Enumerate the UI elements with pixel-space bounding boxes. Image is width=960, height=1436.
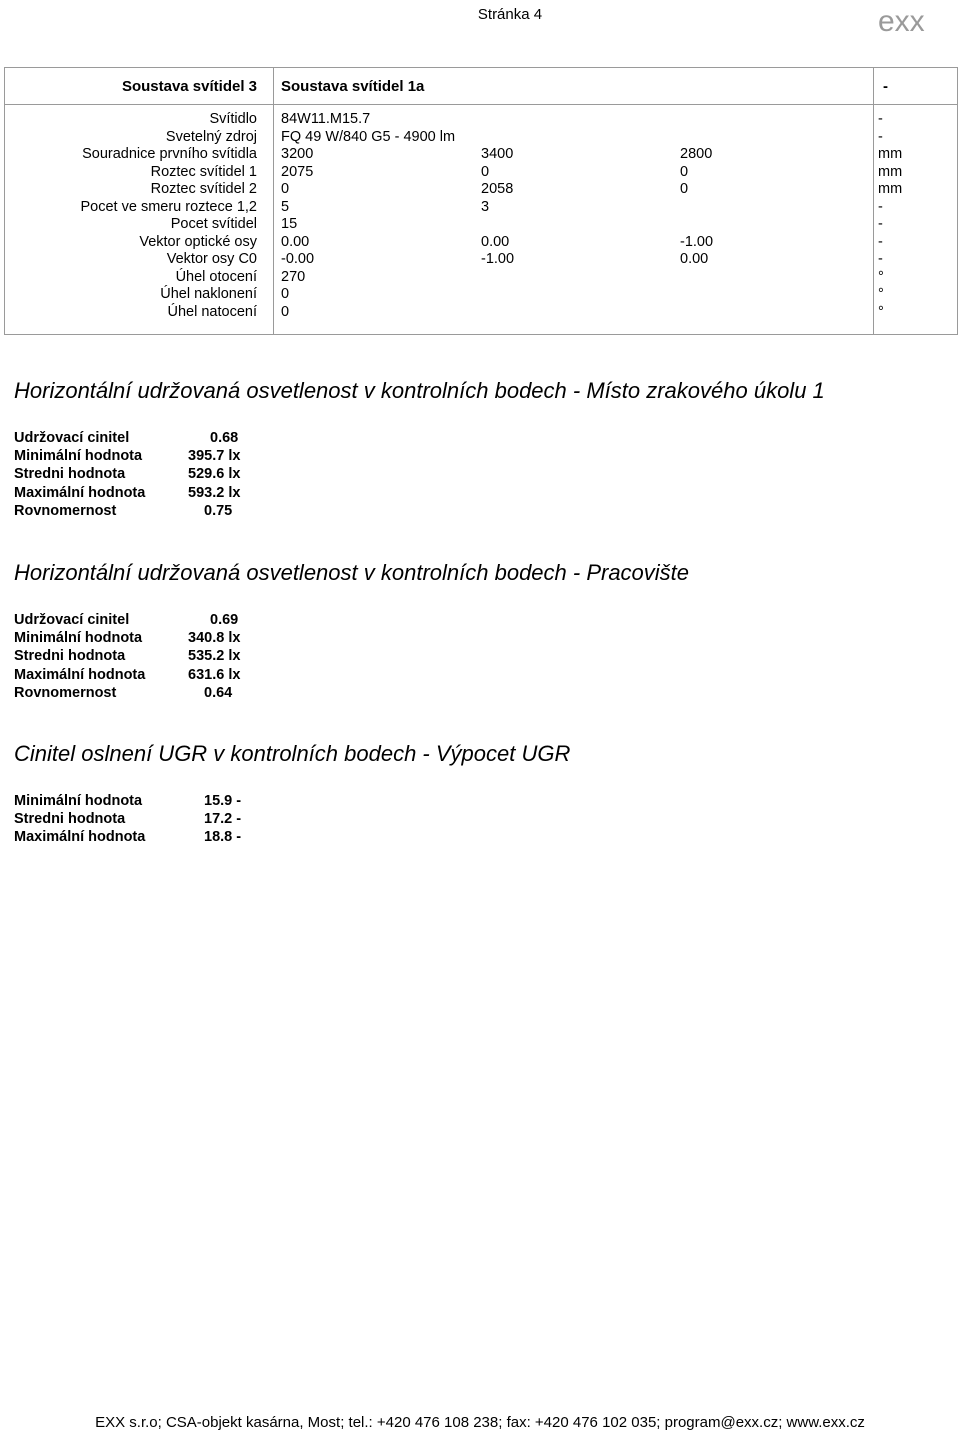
logo-text: exx xyxy=(878,5,925,38)
section-title: Horizontální udržovaná osvetlenost v kontrolních bodech - Místo zrakového úkolu 1 xyxy=(14,378,825,403)
unit: - xyxy=(878,198,883,215)
value-1: 2075 xyxy=(281,163,314,180)
value-1: -0.00 xyxy=(281,251,315,267)
luminaire-system-name: Soustava svítidel 1a xyxy=(281,78,425,95)
stat-value: 17.2 - xyxy=(204,811,242,828)
section-title: Horizontální udržovaná osvetlenost v kontrolních bodech - Pracovište xyxy=(14,560,690,585)
stat-label: Minimální hodnota xyxy=(14,448,143,465)
result-section xyxy=(14,560,690,701)
value-1: 3200 xyxy=(281,146,314,162)
stat-label: Stredni hodnota xyxy=(14,648,126,665)
value-2: 3 xyxy=(481,198,490,215)
stat-value: 18.8 - xyxy=(204,829,242,846)
result-section xyxy=(14,741,571,846)
value-1: 84W11.M15.7 xyxy=(281,111,371,127)
parameter-label: Vektor osy C0 xyxy=(166,251,257,267)
luminaire-row xyxy=(5,251,957,269)
value-3: 2800 xyxy=(680,146,713,162)
stat-row xyxy=(14,502,233,519)
luminaire-row xyxy=(5,199,957,217)
unit: mm xyxy=(878,181,903,197)
value-3: 0 xyxy=(680,181,689,197)
stat-label: Stredni hodnota xyxy=(14,466,126,483)
luminaire-row xyxy=(5,286,957,304)
value-1: 15 xyxy=(281,216,298,232)
stat-value: 631.6 lx xyxy=(188,666,241,683)
luminaire-row xyxy=(5,129,957,147)
footer-contact: EXX s.r.o; CSA-objekt kasárna, Most; tel.: +420 476 108 238; fax: +420 476 102 035; program@exx.cz; www.exx.cz xyxy=(95,1414,865,1431)
luminaire-row xyxy=(5,181,957,199)
stat-value: 529.6 lx xyxy=(188,466,241,483)
stat-label: Maximální hodnota xyxy=(14,829,146,846)
unit: ° xyxy=(878,286,884,302)
stat-value: 395.7 lx xyxy=(188,448,241,465)
value-3: -1.00 xyxy=(680,233,714,250)
parameter-label: Vektor optické osy xyxy=(139,233,257,250)
value-1: 270 xyxy=(281,268,306,285)
stat-value: 593.2 lx xyxy=(188,484,241,501)
section-title: Cinitel oslnení UGR v kontrolních bodech - Výpocet UGR xyxy=(14,741,571,766)
stat-label: Udržovací cinitel xyxy=(14,430,130,446)
stat-value: 0.68 xyxy=(210,430,239,446)
unit: ° xyxy=(878,303,884,320)
stat-value: 340.8 lx xyxy=(188,630,241,647)
stat-row xyxy=(14,484,241,501)
parameter-label: Pocet svítidel xyxy=(170,216,257,232)
stat-row xyxy=(14,811,242,828)
luminaire-row xyxy=(5,164,957,182)
stat-label: Maximální hodnota xyxy=(14,484,146,501)
unit: - xyxy=(878,216,883,232)
luminaire-row xyxy=(5,146,957,164)
luminaire-row xyxy=(5,304,957,322)
stat-value: 0.69 xyxy=(210,612,239,628)
stat-row xyxy=(14,829,242,846)
stat-row xyxy=(14,612,239,628)
parameter-label: Souradnice prvního svítidla xyxy=(82,146,257,162)
value-2: -1.00 xyxy=(481,251,515,267)
value-2: 0 xyxy=(481,163,490,180)
stat-row xyxy=(14,666,241,683)
value-1: 5 xyxy=(281,198,290,215)
unit: - xyxy=(878,251,883,267)
stat-label: Rovnomernost xyxy=(14,684,117,701)
luminaire-row xyxy=(5,111,957,129)
group-label: Soustava svítidel 3 xyxy=(121,78,257,95)
stat-row xyxy=(14,466,241,483)
parameter-label: Roztec svítidel 1 xyxy=(150,163,257,180)
parameter-label: Svítidlo xyxy=(209,111,257,127)
value-1: FQ 49 W/840 G5 - 4900 lm xyxy=(281,128,456,145)
stat-label: Maximální hodnota xyxy=(14,666,146,683)
value-3: 0 xyxy=(680,163,689,180)
stat-row xyxy=(14,793,242,809)
stat-label: Minimální hodnota xyxy=(14,793,143,809)
parameter-label: Pocet ve smeru roztece 1,2 xyxy=(80,198,257,215)
parameter-label: Úhel otocení xyxy=(175,268,257,285)
stat-value: 15.9 - xyxy=(204,793,242,809)
stat-value: 0.75 xyxy=(204,502,233,519)
stat-row xyxy=(14,648,241,665)
stat-row xyxy=(14,430,239,446)
page-number-label: Stránka 4 xyxy=(477,6,543,23)
luminaire-row xyxy=(5,234,957,252)
unit: - xyxy=(878,111,883,127)
value-1: 0 xyxy=(281,286,290,302)
parameter-label: Roztec svítidel 2 xyxy=(150,181,257,197)
value-1: 0 xyxy=(281,303,290,320)
value-1: 0.00 xyxy=(281,233,310,250)
parameter-label: Úhel natocení xyxy=(167,303,257,320)
stat-label: Minimální hodnota xyxy=(14,630,143,647)
company-logo xyxy=(876,4,956,38)
unit: - xyxy=(878,128,883,145)
value-2: 2058 xyxy=(481,181,514,197)
stat-row xyxy=(14,684,233,701)
value-1: 0 xyxy=(281,181,290,197)
stat-label: Udržovací cinitel xyxy=(14,612,130,628)
stat-row xyxy=(14,630,241,647)
value-3: 0.00 xyxy=(680,251,709,267)
stat-label: Rovnomernost xyxy=(14,502,117,519)
unit: - xyxy=(878,233,883,250)
stat-row xyxy=(14,448,241,465)
result-section xyxy=(14,378,825,519)
value-2: 3400 xyxy=(481,146,514,162)
luminaire-table xyxy=(4,67,958,335)
luminaire-row xyxy=(5,269,957,287)
unit-header: - xyxy=(883,78,888,95)
stat-value: 535.2 lx xyxy=(188,648,241,665)
value-2: 0.00 xyxy=(481,233,510,250)
parameter-label: Svetelný zdroj xyxy=(165,128,257,145)
unit: ° xyxy=(878,268,884,285)
unit: mm xyxy=(878,146,903,162)
luminaire-row xyxy=(5,216,957,234)
stat-label: Stredni hodnota xyxy=(14,811,126,828)
header-divider xyxy=(5,104,957,105)
parameter-label: Úhel naklonení xyxy=(160,286,257,302)
unit: mm xyxy=(878,163,903,180)
stat-value: 0.64 xyxy=(204,684,233,701)
